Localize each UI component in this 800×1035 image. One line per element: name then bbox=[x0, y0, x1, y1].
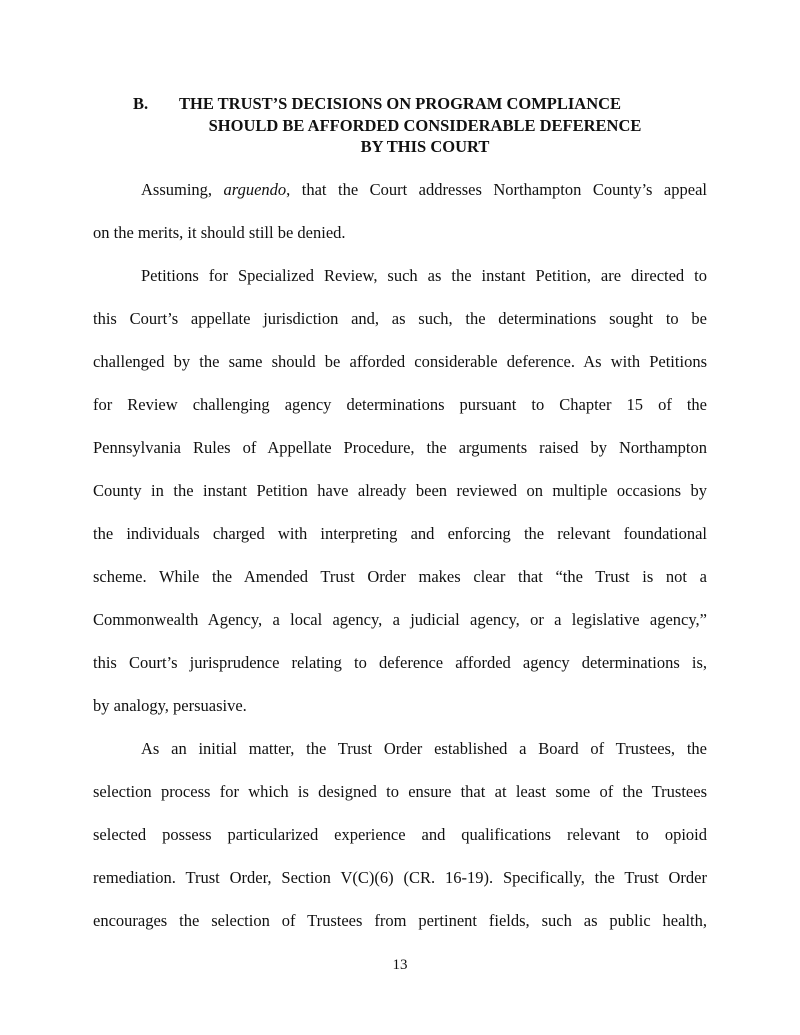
text-line: by analogy, persuasive. bbox=[93, 696, 247, 715]
text-line: As an initial matter, the Trust Order established a Board of Trustees, the bbox=[141, 739, 707, 758]
text-line: remediation. Trust Order, Section V(C)(6) (CR. 16-19). Specifically, the Trust Order bbox=[93, 868, 707, 887]
text-line: encourages the selection of Trustees from pertinent fields, such as public health, bbox=[93, 911, 707, 930]
text-segment: Assuming, bbox=[141, 180, 224, 199]
text-line: on the merits, it should still be denied. bbox=[93, 223, 346, 242]
italic-term: arguendo bbox=[223, 180, 287, 199]
heading-line: THE TRUST’S DECISIONS ON PROGRAM COMPLIANCE bbox=[179, 94, 622, 113]
text-line: Petitions for Specialized Review, such as the instant Petition, are directed to bbox=[141, 266, 707, 285]
text-line: Commonwealth Agency, a local agency, a judicial agency, or a legislative agency,” bbox=[93, 610, 707, 629]
text-line: the individuals charged with interpreting and enforcing the relevant foundational bbox=[93, 524, 707, 543]
text-line: selected possess particularized experience and qualifications relevant to opioid bbox=[93, 825, 707, 844]
text-line: this Court’s appellate jurisdiction and, as such, the determinations sought to be bbox=[93, 309, 707, 328]
heading-line: SHOULD BE AFFORDED CONSIDERABLE DEFERENCE bbox=[208, 116, 642, 135]
text-line: for Review challenging agency determinations pursuant to Chapter 15 of the bbox=[93, 395, 707, 414]
heading-letter: B. bbox=[133, 94, 149, 113]
text-line: this Court’s jurisprudence relating to deference afforded agency determinations is, bbox=[93, 653, 707, 672]
page-number: 13 bbox=[392, 957, 408, 973]
text-line: selection process for which is designed to ensure that at least some of the Trustees bbox=[93, 782, 707, 801]
text-line: County in the instant Petition have already been reviewed on multiple occasions by bbox=[93, 481, 707, 500]
text-line: scheme. While the Amended Trust Order makes clear that “the Trust is not a bbox=[93, 567, 707, 586]
text-line: challenged by the same should be afforded considerable deference. As with Petitions bbox=[93, 352, 707, 371]
text-line: Pennsylvania Rules of Appellate Procedure, the arguments raised by Northampton bbox=[93, 438, 707, 457]
heading-line: BY THIS COURT bbox=[360, 137, 490, 156]
text-line bbox=[141, 180, 707, 200]
text-segment: , that the Court addresses Northampton County’s appeal bbox=[286, 180, 707, 199]
